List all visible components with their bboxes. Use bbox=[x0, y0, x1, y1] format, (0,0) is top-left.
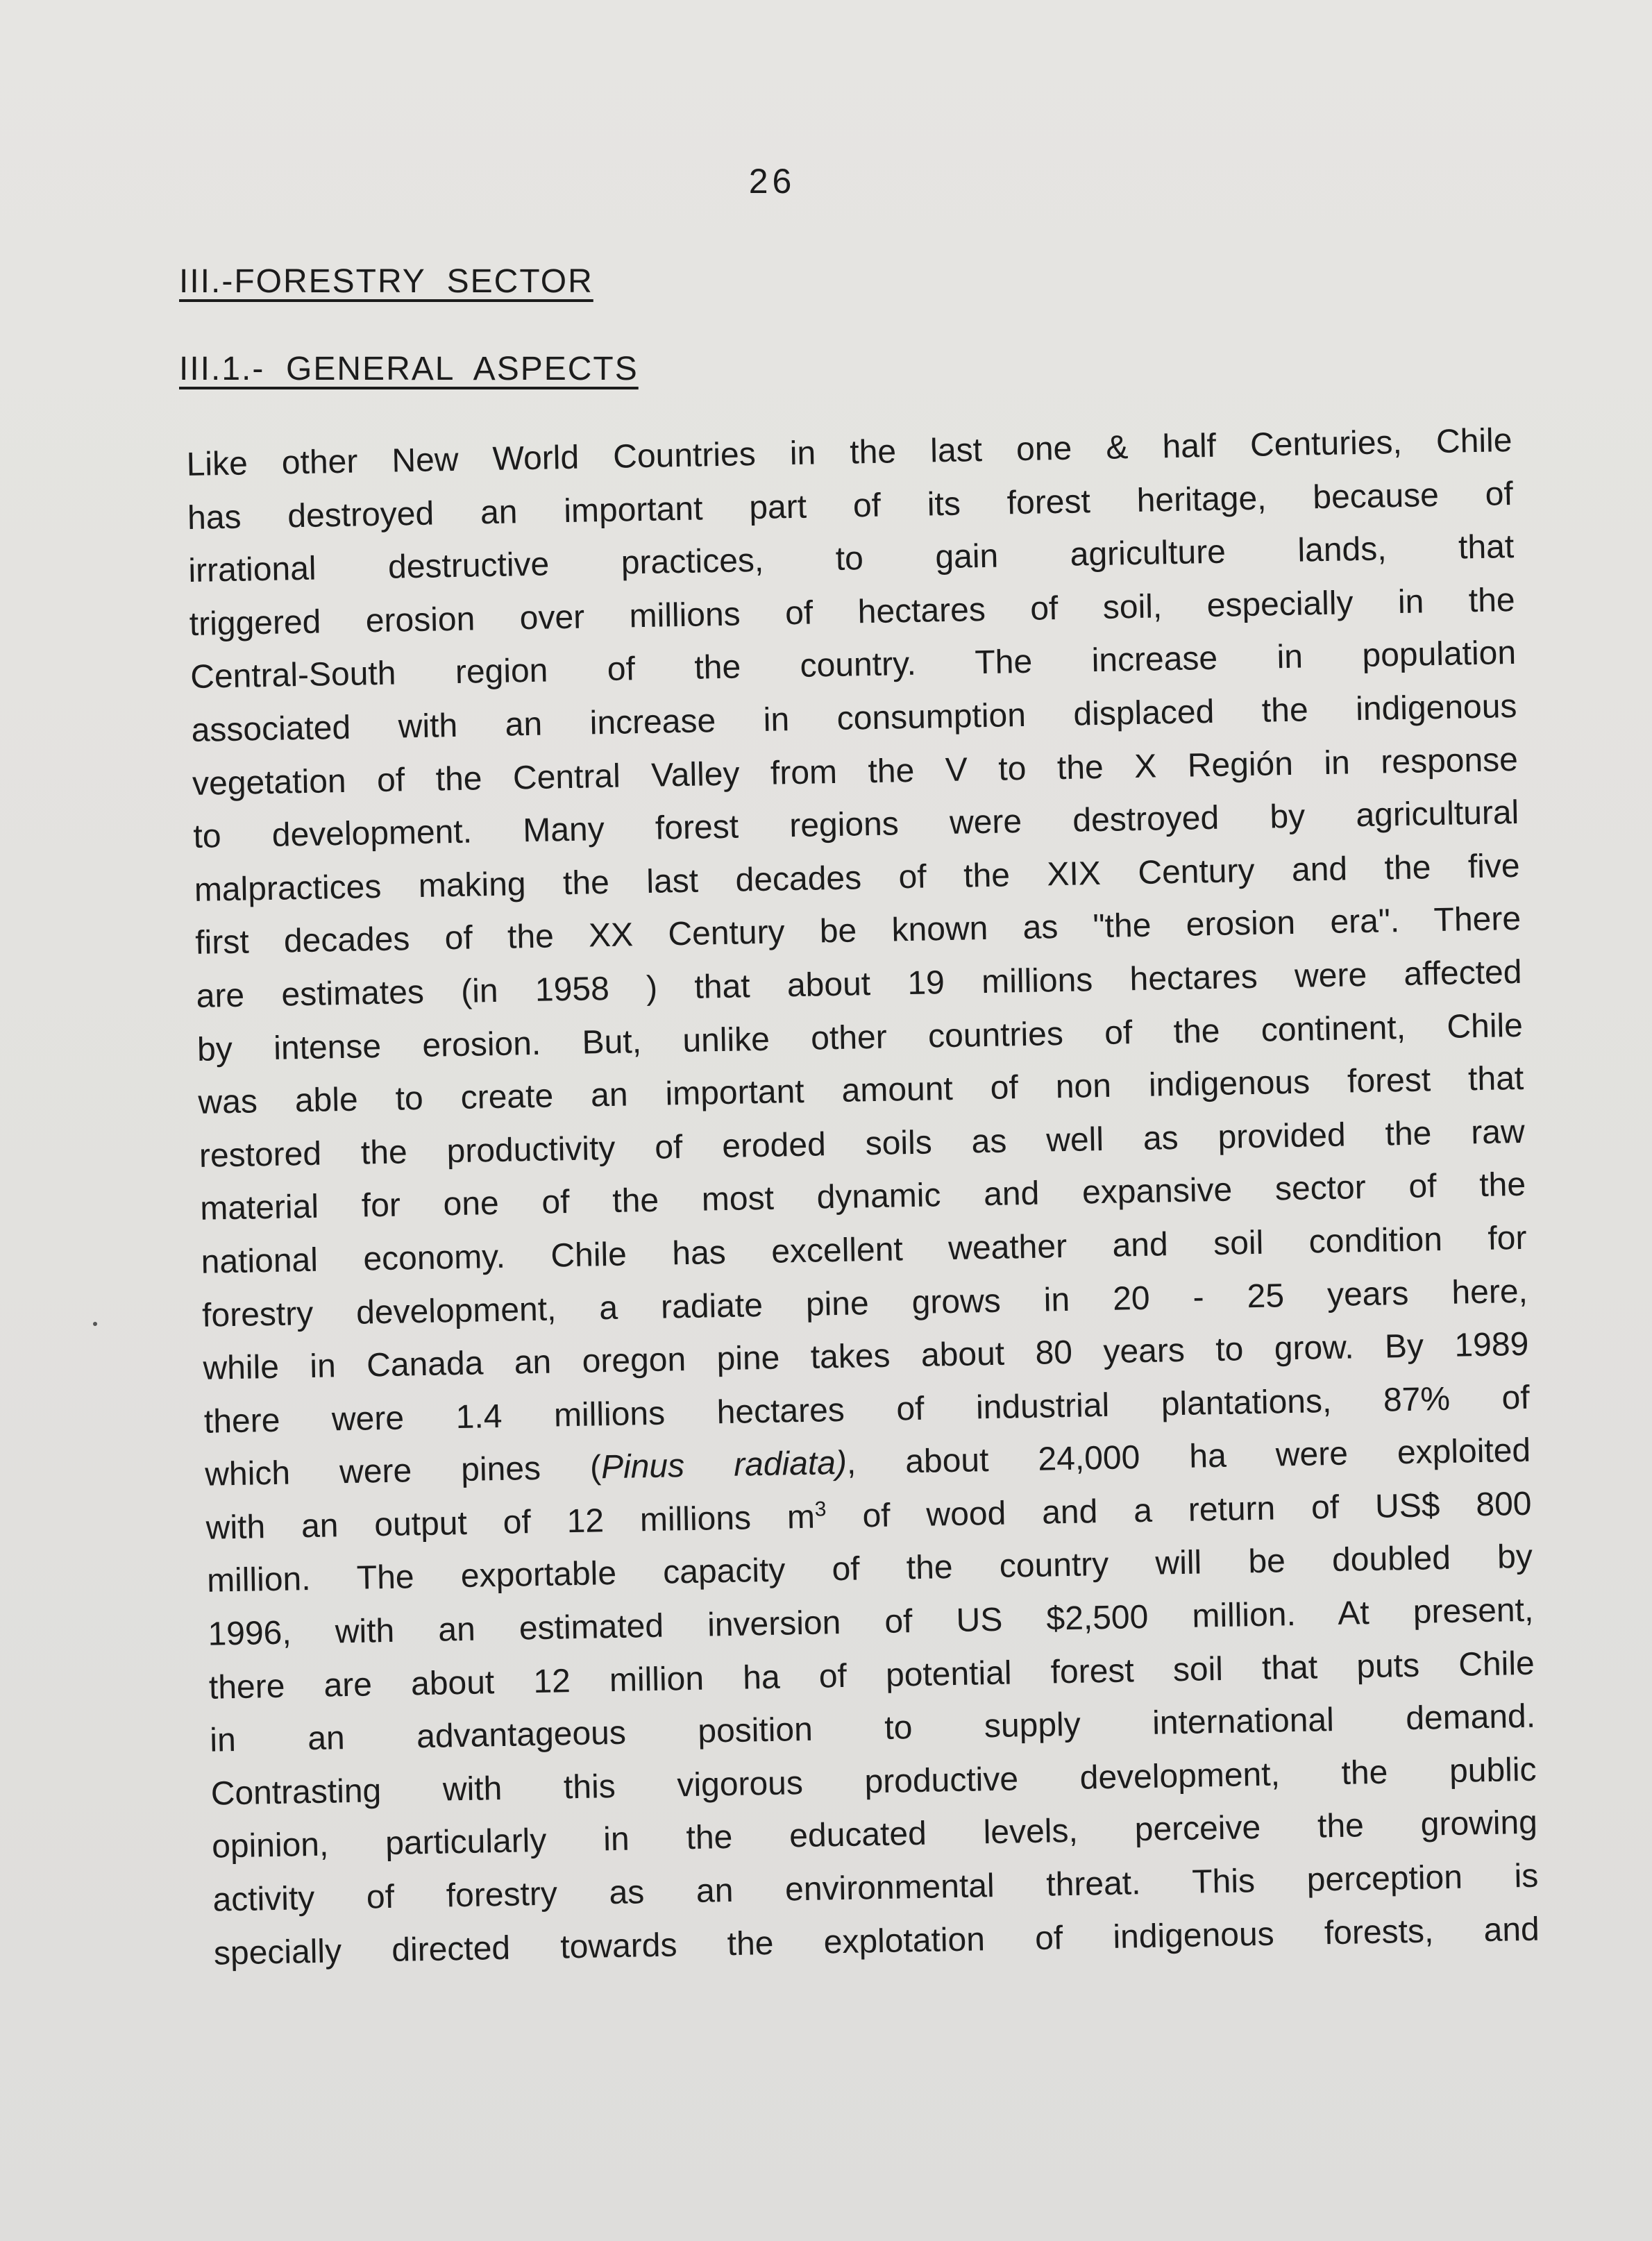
body-line: there were 1.4 millions hectares of industrial plantations, 87% of bbox=[203, 1379, 1531, 1441]
body-line: opinion, particularly in the educated levels, perceive the growing bbox=[211, 1804, 1538, 1866]
superscript: 3 bbox=[814, 1497, 827, 1521]
body-line: forestry development, a radiate pine grows in 20 - 25 years here, bbox=[201, 1273, 1528, 1334]
italic-species-name: Pinus radiata) bbox=[600, 1445, 848, 1486]
body-line: while in Canada an oregon pine takes about 80 years to grow. By 1989 bbox=[203, 1325, 1529, 1387]
body-line: Contrasting with this vigorous productive development, the public bbox=[210, 1751, 1537, 1813]
body-line: has destroyed an important part of its forest heritage, because of bbox=[187, 475, 1514, 537]
body-line: million. The exportable capacity of the country will be doubled by bbox=[206, 1538, 1533, 1600]
body-line: activity of forestry as an environmental threat. This perception is bbox=[212, 1857, 1539, 1919]
body-line: Like other New World Countries in the last one & half Centuries, Chile bbox=[186, 421, 1512, 483]
body-line: are estimates (in 1958 ) that about 19 millions hectares were affected bbox=[196, 953, 1522, 1015]
section-heading-forestry-sector: III.-FORESTRY SECTOR bbox=[179, 263, 593, 300]
body-line: vegetation of the Central Valley from the V to the X Región in response bbox=[192, 741, 1519, 803]
scan-speck bbox=[93, 1322, 97, 1326]
body-line: in an advantageous position to supply international demand. bbox=[209, 1697, 1536, 1759]
body-line: by intense erosion. But, unlike other countries of the continent, Chile bbox=[196, 1007, 1524, 1068]
body-line: there are about 12 million ha of potential forest soil that puts Chile bbox=[208, 1645, 1535, 1706]
body-line: was able to create an important amount of non indigenous forest that bbox=[198, 1059, 1524, 1121]
body-line: 1996, with an estimated inversion of US $2,500 million. At present, bbox=[208, 1591, 1534, 1653]
body-line: triggered erosion over millions of hectares of soil, especially in the bbox=[189, 581, 1516, 643]
body-line: Central-South region of the country. The increase in population bbox=[189, 635, 1517, 696]
body-line: restored the productivity of eroded soils as well as provided the raw bbox=[199, 1113, 1526, 1175]
body-line: first decades of the XX Century be known as "the erosion era". There bbox=[194, 900, 1522, 962]
body-line: malpractices making the last decades of the XIX Century and the five bbox=[194, 847, 1521, 909]
page-number: 26 bbox=[748, 162, 796, 201]
body-line: which were pines (Pinus radiata), about 24,000 ha were exploited bbox=[204, 1432, 1531, 1494]
body-line: national economy. Chile has excellent weather and soil condition for bbox=[201, 1219, 1527, 1281]
body-line: specially directed towards the explotation of indigenous forests, and bbox=[213, 1911, 1540, 1972]
body-paragraph bbox=[186, 414, 1540, 1981]
body-line: to development. Many forest regions were destroyed by agricultural bbox=[193, 794, 1519, 856]
subsection-heading-general-aspects: III.1.- GENERAL ASPECTS bbox=[179, 351, 639, 387]
body-line: associated with an increase in consumption displaced the indigenous bbox=[191, 687, 1517, 749]
body-line: material for one of the most dynamic and expansive sector of the bbox=[199, 1166, 1526, 1228]
body-line: with an output of 12 millions $m^3$ of wood and a return of US$ 800 bbox=[205, 1485, 1532, 1547]
body-line: irrational destructive practices, to gain agriculture lands, that bbox=[188, 528, 1515, 590]
